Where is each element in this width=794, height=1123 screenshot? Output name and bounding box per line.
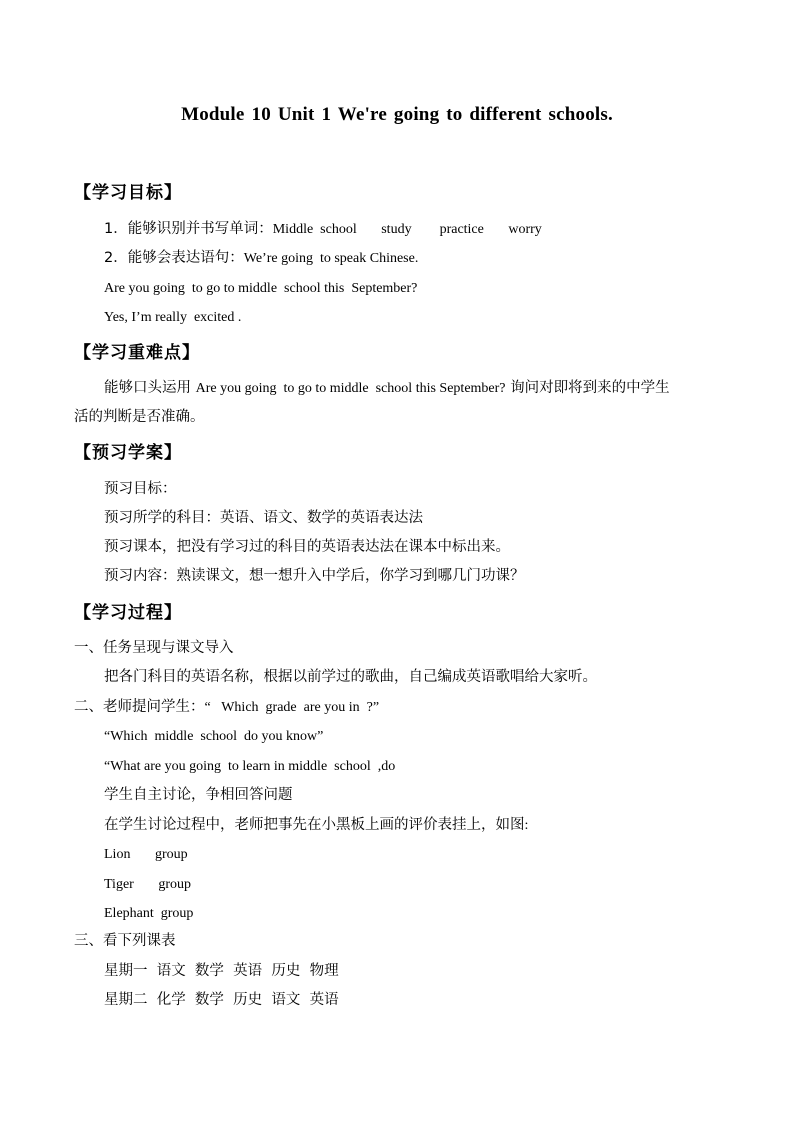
process-item-1-text: 把各门科目的英语名称，根据以前学过的歌曲，自己编成英语歌唱给大家听。 — [104, 669, 597, 685]
process-item-2-title — [74, 700, 379, 715]
process-item-2-discussion: 学生自主讨论，争相回答问题 — [104, 787, 293, 803]
teacher-question-2: “Which middle school do you know” — [104, 729, 324, 744]
key-points-suffix: 询问对即将到来的中学生 — [505, 380, 670, 396]
preview-line-1: 预习目标： — [104, 481, 177, 497]
group-elephant: Elephant group — [104, 906, 194, 921]
process-item-1-title: 一、任务呈现与课文导入 — [74, 640, 234, 656]
schedule-tuesday: 星期二 化学 数学 历史 语文 英语 — [104, 992, 339, 1008]
teacher-question-1: “ Which grade are you in ?” — [204, 700, 380, 715]
goals-sentence-3: Yes, I’m really excited . — [104, 310, 242, 325]
process-item-2-evaluation — [104, 818, 528, 833]
group-tiger: Tiger group — [104, 877, 191, 892]
schedule-monday: 星期一 语文 数学 英语 历史 物理 — [104, 963, 339, 979]
goals-line-2-prefix: 2．能够会表达语句： — [104, 250, 244, 266]
preview-line-3: 预习课本，把没有学习过的科目的英语表达法在课本中标出来。 — [104, 539, 510, 555]
goals-line-1-prefix: 1．能够识别并书写单词： — [104, 221, 273, 237]
goals-sentence-1: We’re going to speak Chinese. — [243, 251, 419, 266]
teacher-question-3: “What are you going to learn in middle school ,do — [104, 759, 396, 774]
heading-learning-process: 【学习过程】 — [74, 603, 182, 623]
evaluation-text: 在学生讨论过程中，老师把事先在小黑板上画的评价表挂上，如图 — [104, 817, 525, 833]
group-lion: Lion group — [104, 847, 188, 862]
goals-line-1 — [104, 222, 542, 237]
process-item-2-prefix: 二、老师提问学生： — [74, 699, 205, 715]
goals-vocabulary-words: Middle school study practice worry — [272, 222, 542, 237]
heading-preview: 【预习学案】 — [74, 443, 182, 463]
key-points-line-2: 活的判断是否准确。 — [74, 409, 205, 425]
heading-learning-goals: 【学习目标】 — [74, 183, 182, 203]
document-title: Module 10 Unit 1 We're going to different schools. — [181, 104, 613, 125]
goals-sentence-2: Are you going to go to middle school this September? — [104, 281, 418, 296]
preview-line-2: 预习所学的科目：英语、语文、数学的英语表达法 — [104, 510, 423, 526]
key-points-line-1 — [104, 381, 670, 396]
heading-key-points: 【学习重难点】 — [74, 343, 200, 363]
key-points-sentence: Are you going to go to middle school this September? — [195, 381, 506, 396]
goals-line-2 — [104, 251, 418, 266]
evaluation-colon: : — [524, 818, 529, 833]
process-item-3-title: 三、看下列课表 — [74, 933, 176, 949]
key-points-prefix: 能够口头运用 — [104, 380, 196, 396]
preview-line-4: 预习内容：熟读课文，想一想升入中学后，你学习到哪几门功课？ — [104, 568, 525, 584]
